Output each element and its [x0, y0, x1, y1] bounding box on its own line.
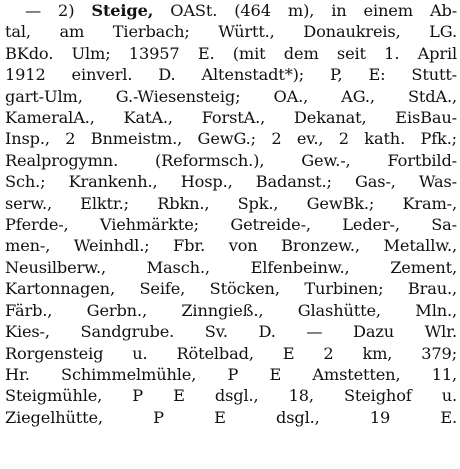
entry-line-3: BKdo. Ulm; 13957 E. (mit dem seit 1. April [5, 43, 457, 63]
entry-line-15: Färb., Gerbn., Zinngieß., Glashütte, Mln., [5, 300, 457, 320]
entry-line-11: Pferde-, Viehmärkte; Getreide-, Leder-, Sa- [5, 215, 457, 235]
gazetteer-entry-steige [5, 0, 457, 428]
entry-line-1 [5, 0, 457, 21]
entry-line-14: Kartonnagen, Seife, Stöcken, Turbinen; Brau., [5, 279, 457, 299]
entry-line-9: Sch.; Krankenh., Hosp., Badanst.; Gas-, Was- [5, 172, 457, 192]
entry-line-8: Realprogymn. (Reformsch.), Gew.-, Fortbild- [5, 150, 457, 170]
entry-line-19: Steigmühle, P E dsgl., 18, Steighof u. [5, 386, 457, 406]
entry-line-4: 1912 einverl. D. Altenstadt*); P, E: Stutt- [5, 65, 457, 85]
entry-line-20: Ziegelhütte, P E dsgl., 19 E. [5, 407, 457, 427]
entry-line-13: Neusilberw., Masch., Elfenbeinw., Zement, [5, 257, 457, 277]
entry-line-17: Rorgensteig u. Rötelbad, E 2 km, 379; [5, 343, 457, 363]
entry-line-16: Kies-, Sandgrube. Sv. D. — Dazu Wlr. [5, 322, 457, 342]
entry-line-2: tal, am Tierbach; Württ., Donaukreis, LG. [5, 22, 457, 42]
entry-line-12: men-, Weinhdl.; Fbr. von Bronzew., Metallw., [5, 236, 457, 256]
entry-line-6: KameralA., KatA., ForstA., Dekanat, EisBau- [5, 108, 457, 128]
entry-line-text: OASt. (464 m), in einem Ab- [170, 1, 457, 20]
entry-line-10: serw., Elktr.; Rbkn., Spk., GewBk.; Kram-, [5, 193, 457, 213]
entry-headword: Steige, [91, 1, 154, 20]
entry-line-7: Insp., 2 Bnmeistm., GewG.; 2 ev., 2 kath. Pfk.; [5, 129, 457, 149]
entry-line-18: Hr. Schimmelmühle, P E Amstetten, 11, [5, 364, 457, 384]
entry-line-5: gart-Ulm, G.-Wiesensteig; OA., AG., StdA., [5, 86, 457, 106]
entry-lead: — 2) [25, 1, 75, 20]
